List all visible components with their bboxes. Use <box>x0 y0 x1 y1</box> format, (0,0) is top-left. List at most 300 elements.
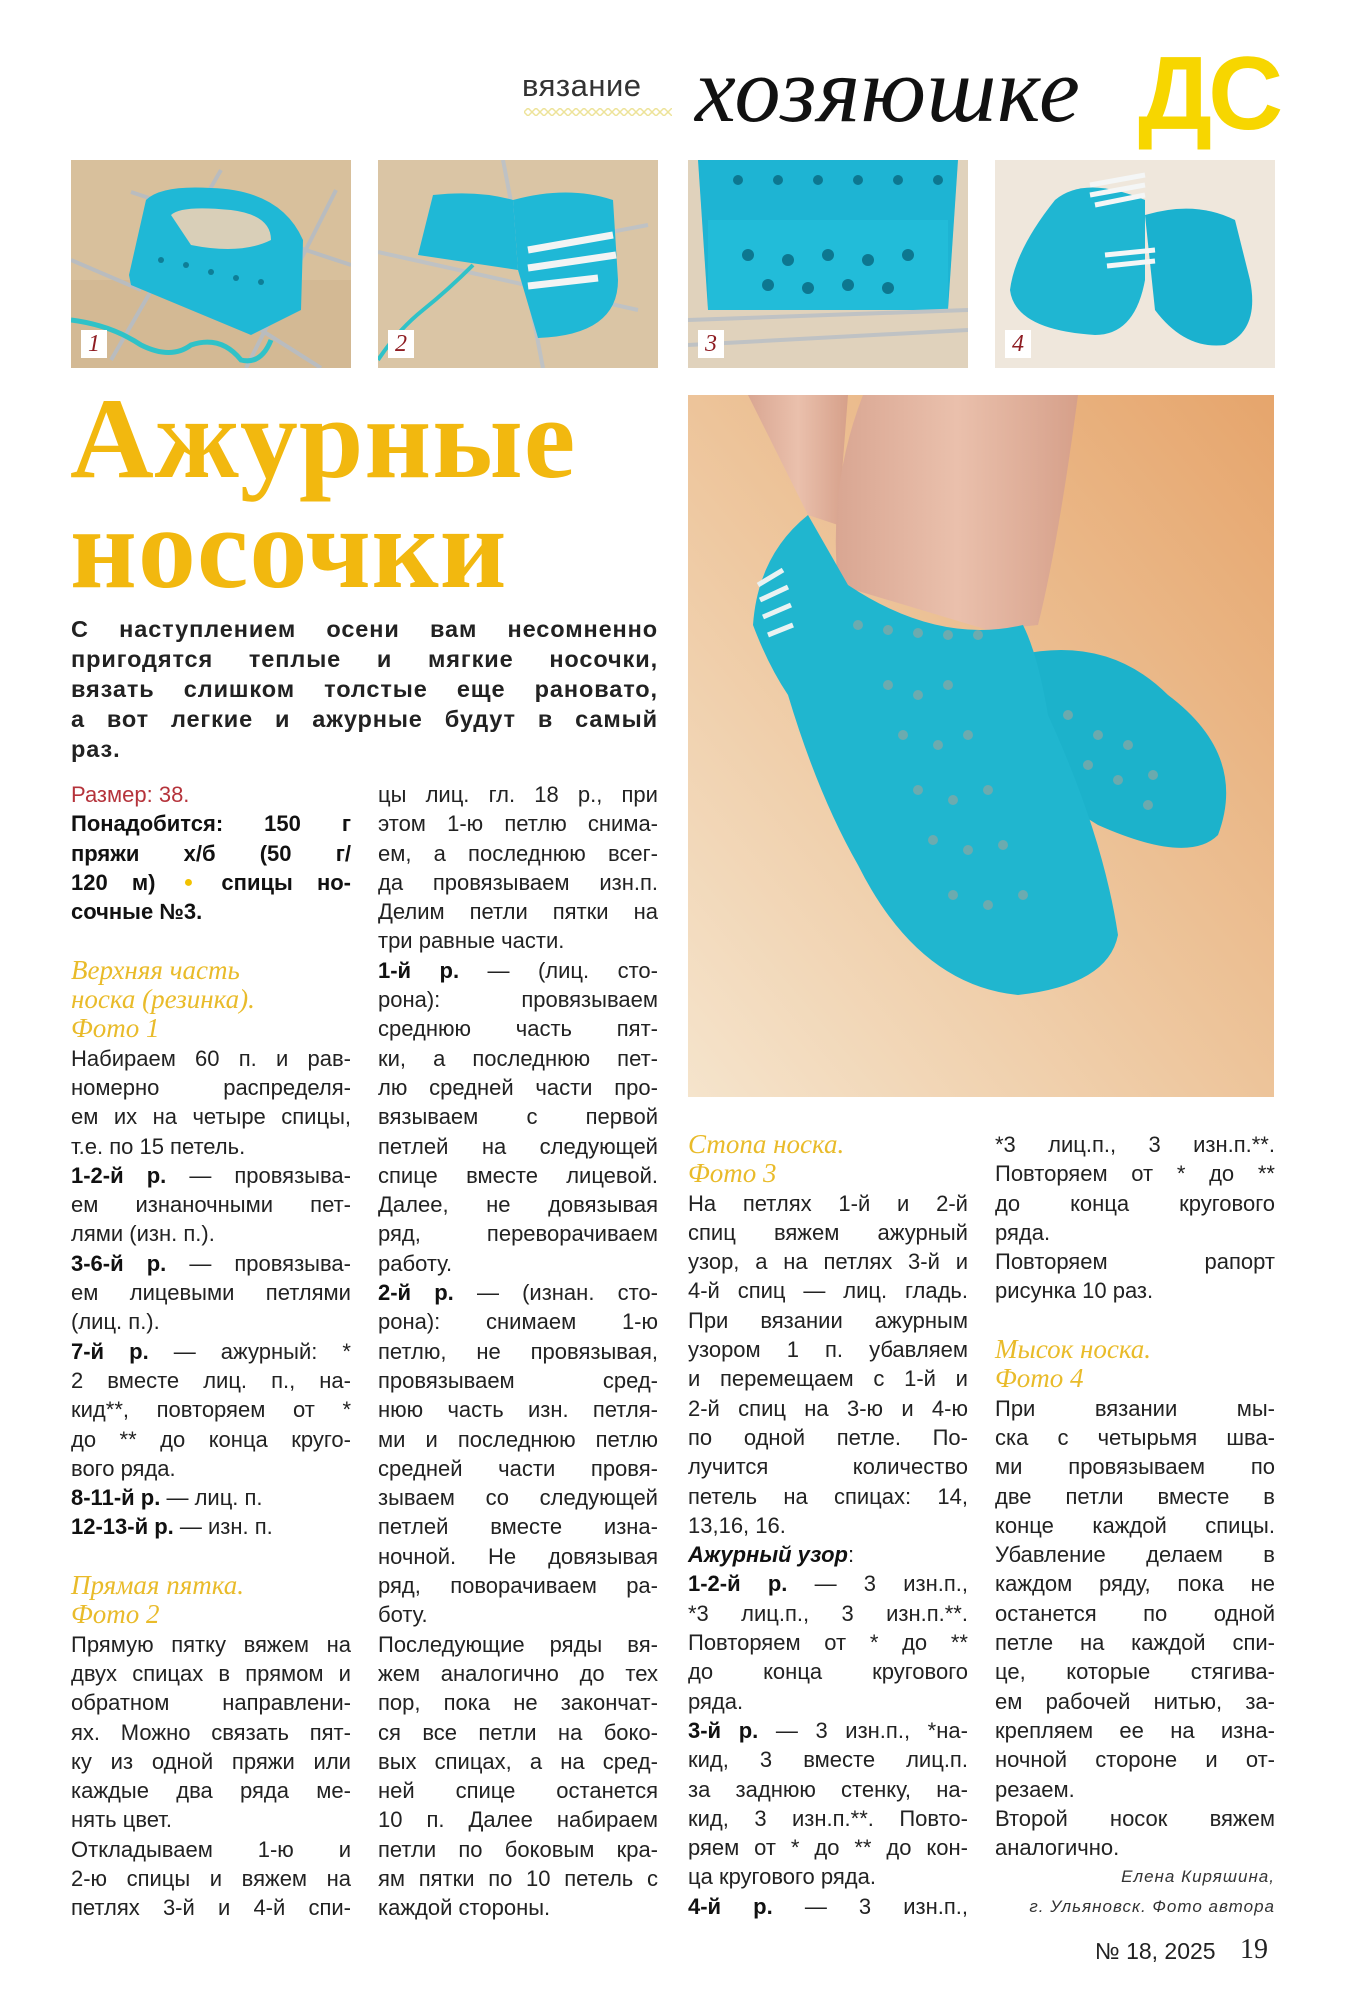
text-word: последнюю <box>457 1426 576 1452</box>
text-word: спицы <box>221 869 293 895</box>
text-word: останется <box>556 1778 658 1804</box>
text-line <box>71 868 351 897</box>
text-word: 1 <box>786 1337 799 1363</box>
text-word: в <box>1263 1483 1275 1509</box>
photo-number: 4 <box>1005 330 1031 358</box>
text-word: но- <box>316 869 351 895</box>
text-word: — <box>487 957 510 983</box>
text-word: петле. <box>836 1424 901 1450</box>
text-word: обратном <box>71 1690 170 1716</box>
text-word: перемещаем <box>720 1366 854 1392</box>
text-word: по <box>458 1836 483 1862</box>
text-word: пока <box>443 1690 491 1716</box>
text-run: — изн. п. <box>173 1514 273 1540</box>
text-word: р. <box>434 1280 454 1306</box>
text-word: 3 <box>863 1571 877 1597</box>
text-line <box>378 1219 658 1248</box>
text-word: пор, <box>378 1690 421 1716</box>
text-word: петлей <box>378 1133 449 1159</box>
text-word: изн.п., <box>903 1571 968 1597</box>
text-line <box>378 1630 658 1659</box>
text-word: две <box>995 1483 1032 1509</box>
text-word: вместе <box>1157 1483 1230 1509</box>
text-word: поворачиваем <box>450 1573 597 1599</box>
text-word: 4-ю <box>931 1395 968 1421</box>
text-line <box>688 1657 968 1686</box>
text-word: пятку <box>171 1631 226 1657</box>
text-word: це, <box>995 1659 1026 1685</box>
text-line <box>71 897 351 926</box>
text-line <box>71 1073 351 1102</box>
text-word: петель <box>688 1483 758 1509</box>
text-word: сред- <box>602 1367 658 1393</box>
text-word: 1-й <box>838 1190 871 1216</box>
text-word: на- <box>319 1367 351 1393</box>
text-word: Далее <box>468 1807 533 1833</box>
author-credit: г. Ульяновск. Фото автора <box>1029 1896 1275 1916</box>
text-line <box>378 1249 658 1278</box>
text-line <box>378 1132 658 1161</box>
text-word: закончат- <box>560 1690 658 1716</box>
text-word: * <box>869 1630 879 1656</box>
text-word: ям <box>378 1865 406 1891</box>
text-word: часть <box>515 1016 572 1042</box>
text-word: распределя- <box>223 1074 351 1100</box>
text-line <box>995 1218 1275 1247</box>
text-line <box>378 1190 658 1219</box>
text-line <box>688 1335 968 1364</box>
text-word: провязываем <box>432 869 570 895</box>
text-word: петлей <box>378 1514 449 1540</box>
text-word: стороне <box>1095 1747 1178 1773</box>
text-word: по <box>688 1424 713 1450</box>
text-word: вязываем <box>378 1104 479 1130</box>
section-heading: Фото 1 <box>71 1013 160 1044</box>
text-word: р., <box>577 782 603 807</box>
text-run: резаем. <box>995 1776 1075 1802</box>
text-word: части <box>535 1074 593 1100</box>
text-word: которые <box>1066 1659 1151 1685</box>
text-line <box>378 839 658 868</box>
main-photo-socks <box>688 395 1274 1097</box>
text-line <box>688 1599 968 1628</box>
text-word: пет- <box>617 1045 658 1071</box>
text-word: кра- <box>616 1836 658 1862</box>
text-word: на <box>152 1104 177 1130</box>
text-word: 3-й <box>688 1717 722 1743</box>
text-word: одной <box>743 1424 806 1450</box>
text-word: стенку, <box>841 1776 912 1802</box>
text-word: на <box>560 1748 585 1774</box>
text-word: лучится <box>688 1454 769 1480</box>
text-word: *3 <box>995 1132 1016 1157</box>
text-word: изн.п.**. <box>792 1805 874 1831</box>
text-line <box>995 1482 1275 1511</box>
text-line <box>995 1189 1275 1218</box>
text-word: петлю <box>595 1426 658 1452</box>
text-word: этом <box>378 811 426 837</box>
section-heading: Фото 2 <box>71 1599 160 1630</box>
text-line <box>378 1044 658 1073</box>
text-word: да <box>378 869 404 895</box>
text-word: * <box>342 1397 351 1423</box>
text-line <box>688 1306 968 1335</box>
text-line <box>995 1775 1275 1804</box>
text-word: конца <box>208 1426 268 1452</box>
text-word: ки, <box>378 1045 407 1071</box>
text-word: а <box>433 840 446 866</box>
text-line <box>688 1394 968 1423</box>
text-word: Убавление <box>995 1542 1106 1568</box>
text-word: по <box>1143 1600 1168 1626</box>
text-line <box>71 1835 351 1864</box>
text-run: три равные части. <box>378 928 565 954</box>
text-word: изн. <box>527 1397 569 1423</box>
text-word: При <box>995 1395 1036 1421</box>
text-word: на <box>804 1395 829 1421</box>
intro-line: С наступлением осени вам несомненно <box>71 616 658 642</box>
text-run: ряда. <box>688 1688 744 1714</box>
text-word: в <box>218 1660 231 1686</box>
text-word: петли <box>378 1836 437 1862</box>
text-line <box>378 1571 658 1600</box>
text-word: ска <box>995 1424 1029 1450</box>
text-word: одной <box>1213 1600 1275 1626</box>
text-word: п., <box>271 1367 296 1393</box>
text-line <box>995 1540 1275 1569</box>
text-word: провязыва- <box>234 1162 351 1188</box>
text-run: — лиц. п. <box>160 1485 263 1511</box>
text-word: и <box>901 1395 914 1421</box>
text-word: (50 <box>259 840 292 866</box>
text-word: повторяем <box>156 1397 266 1423</box>
text-line <box>71 1659 351 1688</box>
text-word: Прямую <box>71 1631 154 1657</box>
text-line <box>995 1423 1275 1452</box>
text-word: при <box>621 782 658 807</box>
text-line <box>71 1249 351 1278</box>
text-word: средней <box>429 1074 514 1100</box>
intro-line: пригодятся теплые и мягкие носочки, <box>71 646 658 672</box>
text-word: спицах: <box>833 1483 912 1509</box>
text-word: нюю <box>378 1397 424 1423</box>
text-word: ночной. <box>378 1543 457 1569</box>
text-line <box>71 1454 351 1483</box>
text-word: последнюю <box>468 840 586 866</box>
text-word: делаем <box>1146 1542 1223 1568</box>
text-word: ряды <box>549 1631 603 1657</box>
text-word: вяжем <box>1209 1805 1275 1831</box>
text-word: р. <box>146 1162 167 1188</box>
text-word: пока <box>1177 1571 1224 1597</box>
text-word: ра- <box>626 1573 658 1599</box>
text-line <box>71 1893 351 1922</box>
text-word: ней <box>378 1778 415 1804</box>
text-word: * <box>342 1338 351 1364</box>
text-word: 150 <box>264 811 301 837</box>
text-word: Далее, <box>378 1192 449 1218</box>
text-word: ** <box>950 1630 968 1656</box>
text-word: части <box>498 1455 556 1481</box>
text-word: петли <box>478 1719 537 1745</box>
text-line <box>71 1219 351 1248</box>
text-word: пят- <box>309 1719 351 1745</box>
text-run: т.е. по 15 петель. <box>71 1133 246 1159</box>
text-line <box>378 1395 658 1424</box>
text-word: носок <box>1109 1805 1168 1831</box>
text-line <box>688 1687 968 1716</box>
text-word: изн.п.**. <box>1193 1132 1275 1157</box>
text-line <box>995 1452 1275 1481</box>
text-word: всег- <box>607 840 658 866</box>
text-word: п. <box>238 1045 257 1071</box>
text-line <box>688 1628 968 1657</box>
text-run: вого ряда. <box>71 1455 176 1481</box>
text-line <box>71 1307 351 1336</box>
text-word: — <box>775 1717 798 1743</box>
text-line <box>71 1630 351 1659</box>
text-word: провязыва- <box>234 1250 351 1276</box>
text-word: 2-й <box>936 1190 968 1216</box>
text-word: х/б <box>183 840 216 866</box>
text-line <box>71 1425 351 1454</box>
text-line <box>378 1307 658 1336</box>
text-word: до <box>902 1630 928 1656</box>
text-line <box>688 1716 968 1745</box>
text-word: довязывая <box>548 1543 658 1569</box>
text-word: 4-й <box>688 1893 722 1919</box>
text-word: количество <box>852 1454 968 1480</box>
text-run: ряда. <box>995 1219 1051 1245</box>
text-line <box>378 1073 658 1102</box>
text-word: По- <box>932 1424 968 1450</box>
text-word: — <box>803 1278 826 1304</box>
text-word: 4-й <box>253 1895 286 1921</box>
text-word: 10 <box>378 1807 403 1833</box>
text-word: спиц <box>688 1219 736 1245</box>
text-word: про- <box>614 1074 658 1100</box>
text-word: до <box>995 1190 1021 1216</box>
blank-line <box>995 1306 1275 1335</box>
text-column-1 <box>71 780 351 1923</box>
text-word: спиц <box>738 1395 786 1421</box>
text-word: довязывая <box>548 1192 658 1218</box>
text-word: а <box>433 1045 446 1071</box>
text-word: 2 <box>71 1367 84 1393</box>
text-line <box>71 1395 351 1424</box>
text-line <box>995 1247 1275 1276</box>
text-word: вместе <box>107 1367 180 1393</box>
text-word: следующей <box>539 1485 658 1511</box>
text-word: до <box>886 1835 912 1861</box>
text-line <box>995 1687 1275 1716</box>
text-word: от <box>824 1630 847 1656</box>
text-word: провязываем <box>378 1367 515 1393</box>
text-word: ем, <box>378 840 412 866</box>
text-word: каждые <box>71 1778 149 1804</box>
text-word: зываем <box>378 1485 455 1511</box>
text-word: конца <box>763 1659 823 1685</box>
text-word: * <box>1176 1161 1186 1187</box>
text-line <box>71 1044 351 1073</box>
text-word: а <box>755 1249 768 1275</box>
text-word: спи- <box>308 1895 351 1921</box>
text-word: гл. <box>488 782 516 807</box>
text-line <box>71 1864 351 1893</box>
text-line <box>688 1833 968 1862</box>
text-word: четырьмя <box>1097 1424 1198 1450</box>
text-column-4 <box>995 1130 1275 1921</box>
text-word: мы- <box>1236 1395 1275 1421</box>
text-line <box>688 1452 968 1481</box>
text-word: в <box>1263 1542 1275 1568</box>
text-word: спице <box>378 1162 438 1188</box>
text-line <box>378 1747 658 1776</box>
text-word: набираем <box>556 1807 658 1833</box>
text-word: круго- <box>291 1426 351 1452</box>
text-word: кругового <box>872 1659 968 1685</box>
text-line <box>688 1540 968 1569</box>
text-word: за <box>688 1776 711 1802</box>
photo-number: 2 <box>388 330 414 358</box>
text-word: спицы, <box>281 1104 351 1130</box>
text-word: * <box>790 1835 800 1861</box>
text-word: 1-ю <box>621 1309 658 1335</box>
text-line <box>995 1159 1275 1188</box>
text-word: изн.п. <box>599 869 658 895</box>
text-word: не <box>1250 1571 1275 1597</box>
text-word: вместе <box>490 1514 563 1540</box>
text-word: со <box>485 1485 510 1511</box>
text-run: 8-11-й р. <box>71 1485 161 1511</box>
text-word: 3 <box>858 1893 872 1919</box>
text-line <box>378 1542 658 1571</box>
text-word: 7-й <box>71 1338 105 1364</box>
text-word: с <box>1057 1424 1069 1450</box>
text-word: спицы. <box>1205 1512 1275 1538</box>
text-word: лиц.п. <box>906 1747 968 1773</box>
text-run: лями (изн. п.). <box>71 1221 215 1247</box>
photo-number: 3 <box>698 330 724 358</box>
text-line <box>688 1511 968 1540</box>
text-word: и <box>217 1895 231 1921</box>
text-word: 3 <box>759 1747 773 1773</box>
text-word: или <box>313 1748 351 1774</box>
text-run: рисунка 10 раз. <box>995 1278 1154 1304</box>
text-line <box>71 780 351 809</box>
text-line <box>378 809 658 838</box>
step-photo-3 <box>688 160 968 368</box>
text-line <box>995 1745 1275 1774</box>
text-word: каждой <box>1092 1512 1167 1538</box>
text-line <box>995 1394 1275 1423</box>
text-word: ряда <box>240 1778 290 1804</box>
text-line <box>71 1512 351 1541</box>
section-heading: носка (резинка). <box>71 984 255 1015</box>
text-line <box>378 868 658 897</box>
text-word: вяжем <box>241 1865 308 1891</box>
text-word: Не <box>488 1543 517 1569</box>
text-word: лиц.п., <box>1048 1132 1117 1157</box>
text-word: р. <box>753 1893 773 1919</box>
text-word: 3 <box>754 1805 767 1831</box>
section-heading: Прямая пятка. <box>71 1570 244 1601</box>
text-word: нитью, <box>1153 1688 1223 1714</box>
text-word: Понадобится: <box>71 811 224 837</box>
text-word: петлю, <box>378 1338 447 1364</box>
text-word: петлях <box>742 1190 812 1216</box>
text-word: сто- <box>617 957 658 983</box>
text-word: вых <box>378 1748 417 1774</box>
text-word: от <box>754 1835 776 1861</box>
text-word: Набираем <box>71 1045 176 1071</box>
text-word: петли <box>469 899 528 925</box>
text-word: и <box>688 1366 701 1392</box>
text-line <box>378 985 658 1014</box>
text-word: не <box>486 1192 511 1218</box>
text-word: снимаем <box>486 1309 577 1335</box>
text-word: Повторяем <box>995 1249 1108 1275</box>
text-word: провязывая, <box>530 1338 658 1364</box>
text-word: из <box>110 1748 134 1774</box>
text-word: Делим <box>378 899 445 925</box>
text-word: кид, <box>688 1805 729 1831</box>
text-word: ** <box>854 1835 872 1861</box>
text-line <box>688 1745 968 1774</box>
text-word: средней <box>378 1455 463 1481</box>
text-word: ях. <box>71 1719 101 1745</box>
text-line <box>71 1337 351 1366</box>
text-word: вязании <box>760 1307 843 1333</box>
text-word: по <box>1250 1454 1275 1480</box>
text-word: 3-й <box>162 1895 195 1921</box>
text-word: пят- <box>616 1016 658 1042</box>
text-word: Повторяем <box>688 1630 801 1656</box>
text-word: вместе <box>803 1747 876 1773</box>
text-word: 18 <box>534 782 559 807</box>
text-word: на <box>783 1249 808 1275</box>
text-word: пряжи <box>71 840 140 866</box>
section-heading: Стопа носка. <box>688 1129 845 1159</box>
section-heading: Фото 4 <box>995 1363 1084 1394</box>
text-run: ца кругового ряда. <box>688 1864 876 1890</box>
text-word: шва- <box>1226 1424 1275 1450</box>
text-line <box>995 1599 1275 1628</box>
article-intro <box>71 614 658 764</box>
text-line <box>378 1512 658 1541</box>
text-line <box>995 1130 1275 1159</box>
text-word: каждом <box>995 1571 1073 1597</box>
text-word: 2-й <box>688 1395 720 1421</box>
text-word: на <box>326 1631 351 1657</box>
text-word: ся <box>378 1719 401 1745</box>
text-word: Повто- <box>899 1805 968 1831</box>
text-word: связать <box>211 1719 289 1745</box>
text-word: вя- <box>627 1631 658 1657</box>
title-line: носочки <box>70 485 508 613</box>
text-column-2 <box>378 780 658 1923</box>
text-word: по <box>488 1865 513 1891</box>
text-word: изн.п., <box>845 1717 911 1743</box>
text-line <box>71 1718 351 1747</box>
text-word: 2-ю <box>71 1865 108 1891</box>
text-line <box>995 1276 1275 1305</box>
text-line <box>688 1892 968 1921</box>
text-word: ем <box>995 1688 1023 1714</box>
text-word: прямом <box>245 1660 324 1686</box>
text-line <box>688 1189 968 1218</box>
text-word: спицах <box>132 1660 204 1686</box>
